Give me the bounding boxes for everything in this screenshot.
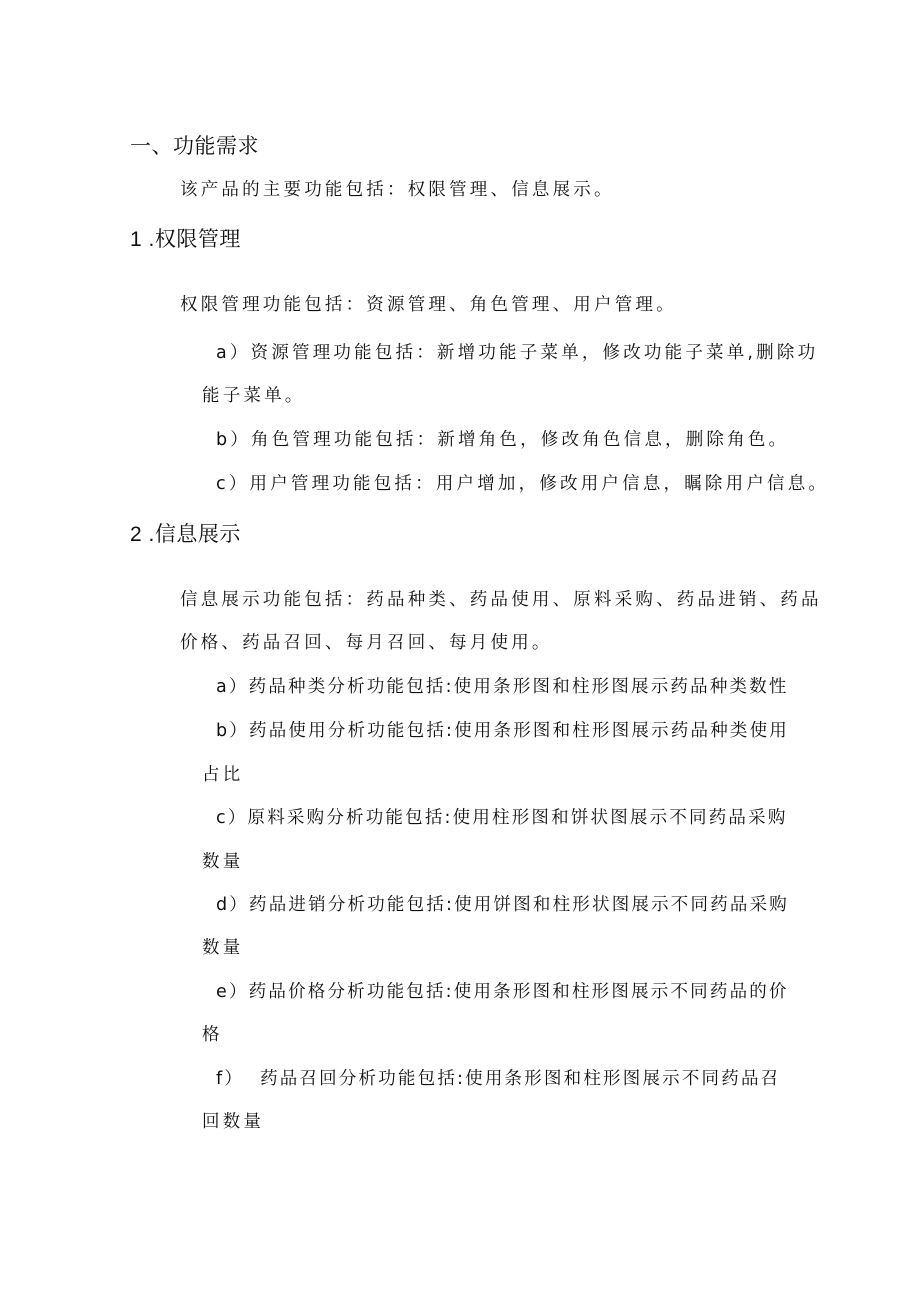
subsection-heading-permissions: 1 .权限管理 (130, 228, 241, 251)
list-item-drug-category (216, 673, 789, 698)
list-item-drug-sales (216, 891, 789, 916)
subsection-heading-info-display: 2 .信息展示 (130, 523, 241, 546)
list-item-drug-usage (216, 717, 789, 742)
list-marker: e） (216, 982, 249, 1002)
list-item-user-mgmt (216, 470, 829, 495)
list-item-continuation: 格 (202, 1025, 223, 1045)
list-item-continuation: 回数量 (202, 1112, 265, 1132)
list-item-continuation: 占比 (202, 765, 244, 785)
list-marker: d） (216, 895, 250, 915)
list-item-text: 原料采购分析功能包括:使用柱形图和饼状图展示不同药品采购 (247, 808, 788, 828)
list-item-text: 药品进销分析功能包括:使用饼图和柱形状图展示不同药品采购 (249, 895, 790, 915)
info-display-intro-line2: 价格、药品召回、每月召回、每月使用。 (180, 633, 553, 653)
list-marker: a） (216, 343, 251, 363)
list-marker: c） (216, 474, 250, 494)
list-item-text: 药品召回分析功能包括:使用条形图和柱形图展示不同药品召 (260, 1069, 781, 1089)
list-item-continuation: 能子菜单。 (202, 386, 306, 406)
list-item-raw-material (216, 804, 788, 829)
list-item-drug-price (216, 978, 789, 1003)
list-marker: b） (216, 430, 252, 450)
list-item-text: 资源管理功能包括：新增功能子菜单，修改功能子菜单,删除功 (250, 343, 819, 363)
section-intro: 该产品的主要功能包括：权限管理、信息展示。 (180, 180, 615, 200)
list-marker: f） (216, 1069, 245, 1089)
list-marker: c） (216, 808, 248, 828)
list-marker: a） (216, 677, 249, 697)
list-item-text: 药品使用分析功能包括:使用条形图和柱形图展示药品种类使用 (249, 721, 790, 741)
list-item-text: 用户管理功能包括：用户增加，修改用户信息，瞩除用户信息。 (249, 474, 830, 494)
list-item-drug-recall (216, 1065, 780, 1090)
section-heading-requirements: 一、功能需求 (130, 135, 259, 158)
list-item-text: 药品种类分析功能包括:使用条形图和柱形图展示药品种类数性 (248, 677, 789, 697)
list-item-text: 药品价格分析功能包括:使用条形图和柱形图展示不同药品的价 (248, 982, 789, 1002)
info-display-intro-line1: 信息展示功能包括：药品种类、药品使用、原料采购、药品进销、药品 (180, 590, 822, 610)
list-item-text: 角色管理功能包括：新增角色，修改角色信息，删除角色。 (251, 430, 790, 450)
list-marker: b） (216, 721, 250, 741)
permissions-intro: 权限管理功能包括：资源管理、角色管理、用户管理。 (180, 295, 677, 315)
list-item-continuation: 数量 (202, 938, 244, 958)
list-item-resource-mgmt (216, 339, 818, 364)
list-item-role-mgmt (216, 426, 789, 451)
list-item-continuation: 数量 (202, 852, 244, 872)
